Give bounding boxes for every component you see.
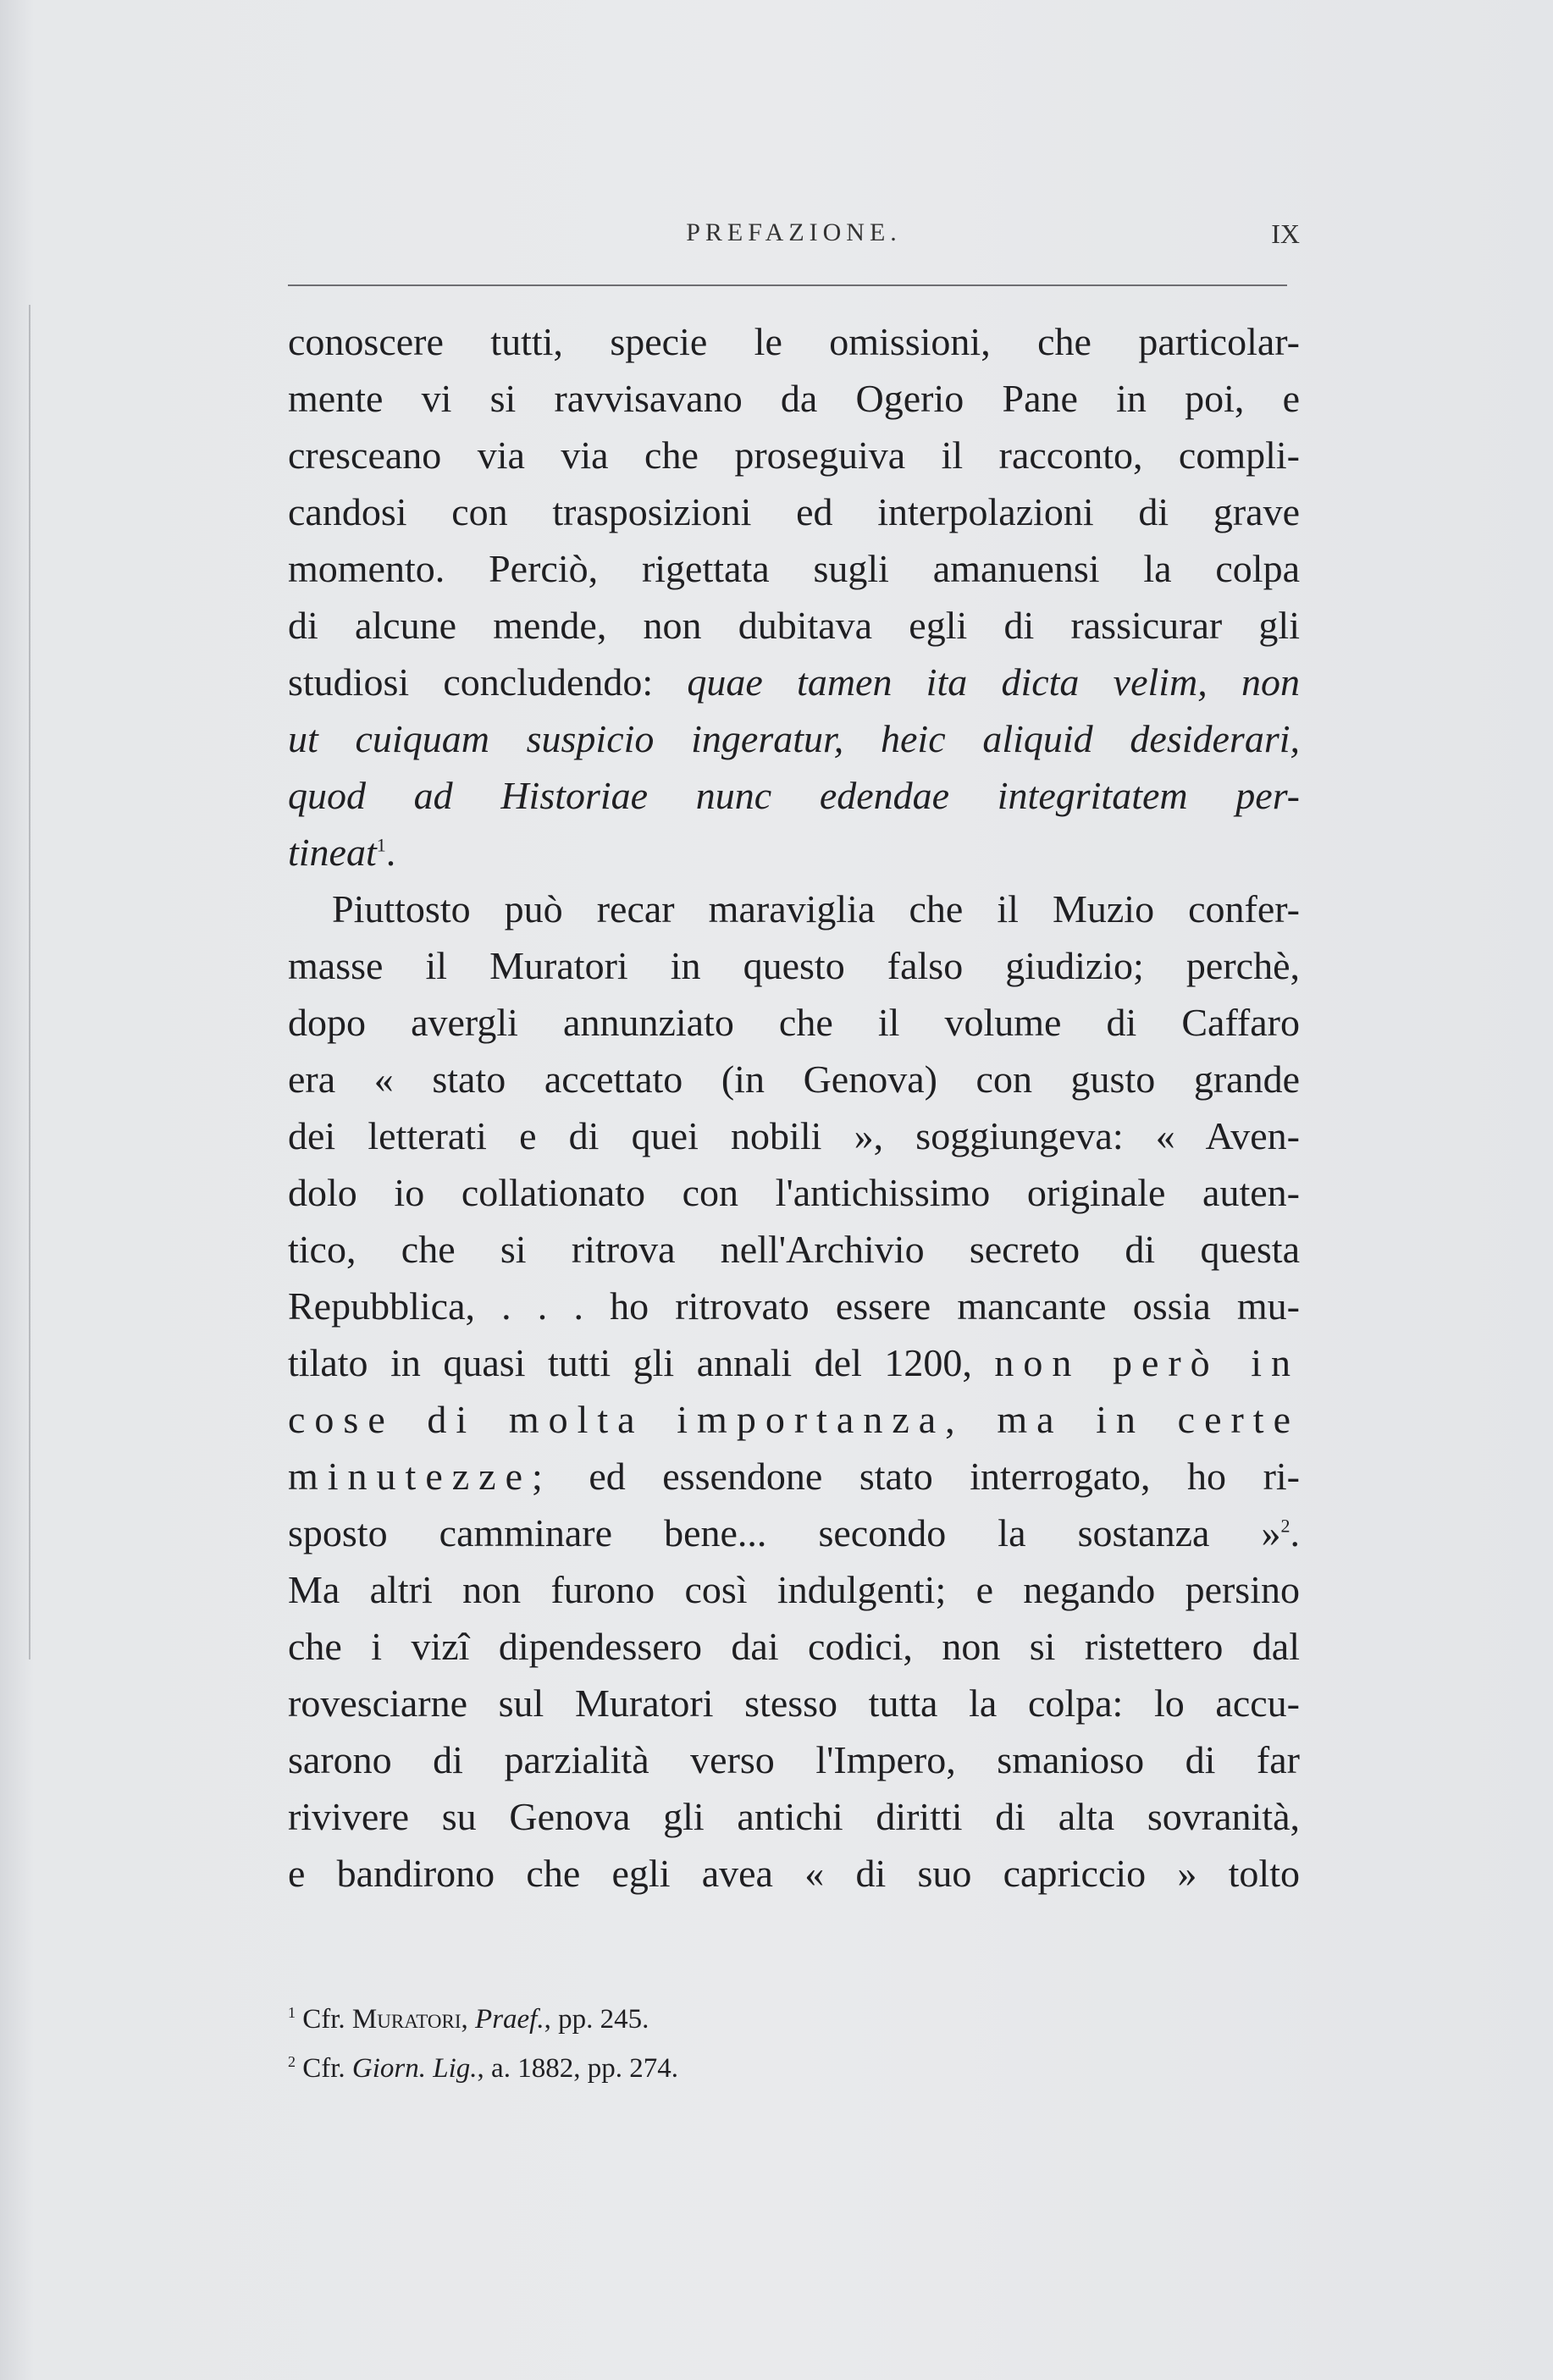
text-line <box>288 313 1300 370</box>
text-segment: ut cuiquam suspicio ingeratur, heic aliquid desiderari, <box>288 717 1300 760</box>
text-line <box>288 427 1300 483</box>
text-line <box>288 483 1300 540</box>
text-segment: mente vi si ravvisavano da Ogerio Pane in poi, e <box>288 377 1300 420</box>
text-segment: rivivere su Genova gli antichi diritti di alta sovranità, <box>288 1795 1300 1838</box>
text-segment: ed essendone stato interrogato, ho ri- <box>551 1455 1300 1498</box>
footnote-number: 1 <box>288 2004 296 2021</box>
footnote-2 <box>288 2044 678 2093</box>
text-line <box>288 824 1300 881</box>
footnote-title: Giorn. Lig. <box>351 2053 478 2084</box>
text-line <box>288 1164 1300 1221</box>
text-segment: cresceano via via che proseguiva il racconto, compli- <box>288 433 1300 477</box>
footnote-number: 2 <box>288 2053 296 2070</box>
text-line <box>288 1618 1300 1675</box>
text-segment: Repubblica, . . . ho ritrovato essere mancante ossia mu- <box>288 1284 1300 1328</box>
text-line <box>288 1561 1300 1618</box>
text-segment: cose di molta importanza, ma in certe <box>288 1398 1300 1441</box>
text-line <box>288 994 1300 1051</box>
text-line <box>288 1221 1300 1278</box>
text-line <box>288 1505 1300 1561</box>
text-segment: conoscere tutti, specie le omissioni, che particolar- <box>288 320 1300 363</box>
text-line <box>288 767 1300 824</box>
body-text <box>288 313 1300 1902</box>
footnote-title: Praef. <box>475 2004 544 2035</box>
page-edge <box>29 305 30 1659</box>
text-segment: . <box>1290 1511 1300 1554</box>
text-segment: candosi con trasposizioni ed interpolazioni di grave <box>288 490 1300 533</box>
text-line <box>288 1448 1300 1505</box>
text-segment: rovesciarne sul Muratori stesso tutta la colpa: lo accu- <box>288 1681 1300 1725</box>
text-line <box>288 1051 1300 1107</box>
text-line <box>288 1278 1300 1334</box>
page-number: IX <box>1271 218 1300 249</box>
text-segment: Piuttosto può recar maraviglia che il Muzio confer- <box>332 887 1300 930</box>
running-title: PREFAZIONE. <box>686 218 902 246</box>
text-segment: minutezze; <box>288 1455 552 1498</box>
text-segment: momento. Perciò, rigettata sugli amanuensi la colpa <box>288 547 1300 590</box>
text-segment: sposto camminare bene... secondo la sostanza » <box>288 1511 1281 1554</box>
footnote-text: Cfr. <box>302 2004 352 2035</box>
text-segment: masse il Muratori in questo falso giudizio; perchè, <box>288 944 1300 987</box>
page-header <box>288 218 1300 261</box>
text-line <box>288 937 1300 994</box>
text-line <box>288 710 1300 767</box>
text-segment: non però in <box>994 1341 1300 1384</box>
text-segment: che i vizî dipendessero dai codici, non si ristettero dal <box>288 1625 1300 1668</box>
text-line <box>288 540 1300 597</box>
footnote-1 <box>288 1995 678 2044</box>
text-line <box>288 597 1300 654</box>
text-segment: dolo io collationato con l'antichissimo originale auten- <box>288 1171 1300 1214</box>
header-rule <box>288 284 1287 286</box>
text-segment: studiosi concludendo: <box>288 660 688 704</box>
text-segment: era « stato accettato (in Genova) con gusto grande <box>288 1057 1300 1101</box>
text-segment: dei letterati e di quei nobili », soggiungeva: « Aven- <box>288 1114 1300 1157</box>
text-segment: di alcune mende, non dubitava egli di rassicurar gli <box>288 604 1300 647</box>
text-segment: tico, che si ritrova nell'Archivio secreto di questa <box>288 1228 1300 1271</box>
footnote-reference: 2 <box>1280 1515 1290 1537</box>
text-line <box>288 1107 1300 1164</box>
text-line <box>288 370 1300 427</box>
text-segment: quod ad Historiae nunc edendae integritatem per- <box>288 774 1300 817</box>
text-line <box>288 1675 1300 1731</box>
text-line <box>288 654 1300 710</box>
text-segment: Ma altri non furono così indulgenti; e negando persino <box>288 1568 1300 1611</box>
footnotes <box>288 1995 678 2093</box>
footnote-author: Muratori <box>351 2004 461 2035</box>
text-line <box>288 881 1300 937</box>
footnote-text: , <box>461 2004 476 2035</box>
text-line <box>288 1788 1300 1845</box>
text-line <box>288 1391 1300 1448</box>
text-segment: tineat <box>288 831 377 874</box>
footnote-reference: 1 <box>376 834 386 856</box>
text-line <box>288 1731 1300 1788</box>
footnote-text: , a. 1882, pp. 274. <box>477 2053 678 2084</box>
text-segment: . <box>385 831 396 874</box>
text-line <box>288 1334 1300 1391</box>
footnote-text: Cfr. <box>302 2053 352 2084</box>
footnote-text: , pp. 245. <box>544 2004 649 2035</box>
text-line <box>288 1845 1300 1902</box>
text-segment: sarono di parzialità verso l'Impero, smanioso di far <box>288 1738 1300 1781</box>
text-segment: dopo avergli annunziato che il volume di Caffaro <box>288 1001 1300 1044</box>
text-segment: quae tamen ita dicta velim, non <box>687 660 1300 704</box>
text-segment: tilato in quasi tutti gli annali del 1200, <box>288 1341 995 1384</box>
text-segment: e bandirono che egli avea « di suo capriccio » tolto <box>288 1852 1300 1895</box>
